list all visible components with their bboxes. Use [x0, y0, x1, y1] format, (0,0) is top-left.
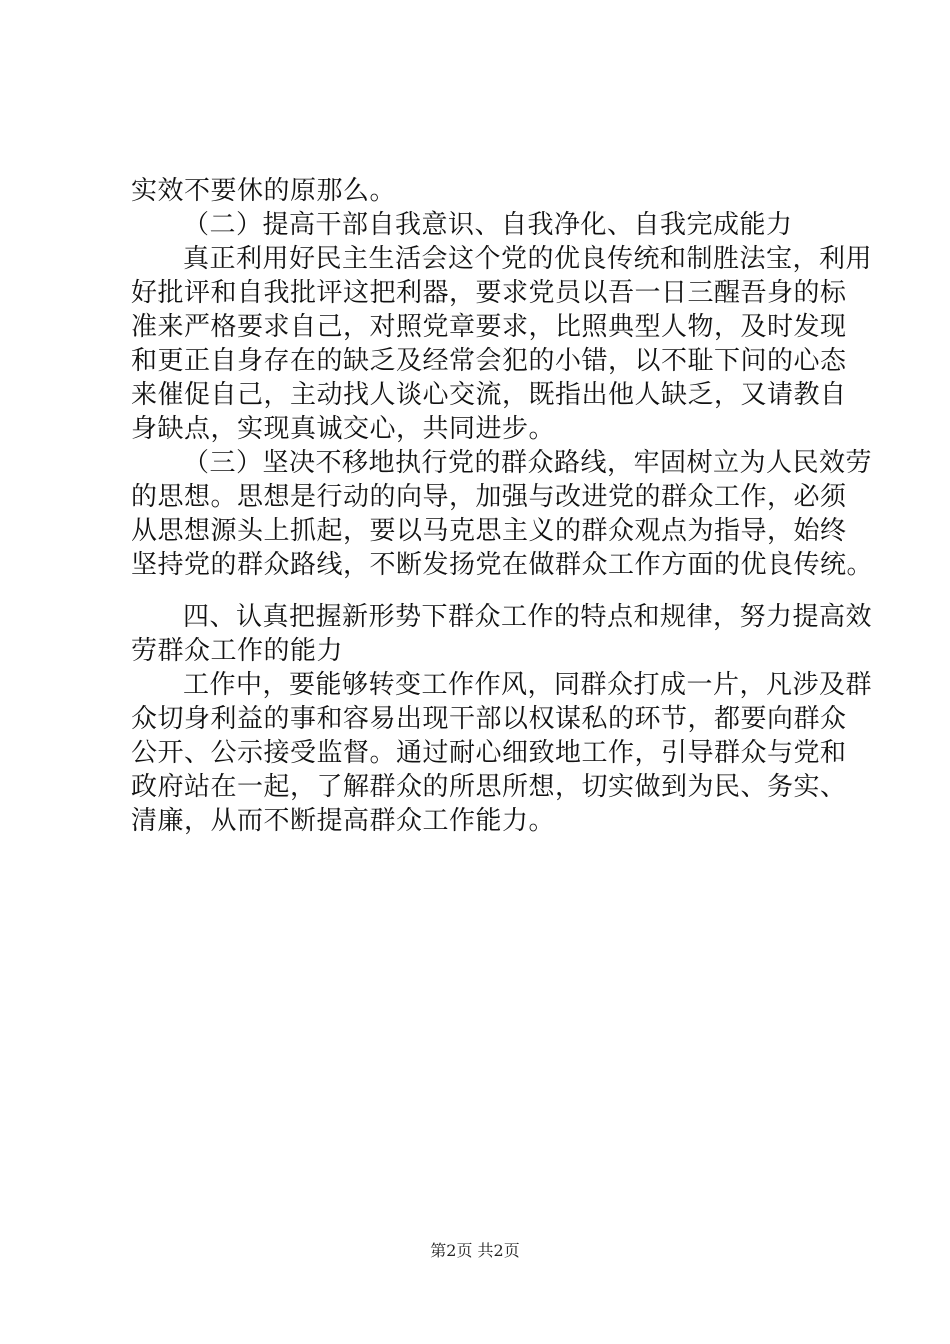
- page-footer: 第2页 共2页: [430, 1241, 520, 1260]
- text-line: 工作中，要能够转变工作作风，同群众打成一片，凡涉及群: [183, 670, 873, 700]
- text-line: 身缺点，实现真诚交心，共同进步。: [131, 414, 556, 444]
- section-heading: 四、认真把握新形势下群众工作的特点和规律，努力提高效: [183, 602, 873, 632]
- text-line: 真正利用好民主生活会这个党的优良传统和制胜法宝，利用: [183, 244, 873, 274]
- text-line: 的思想。思想是行动的向导，加强与改进党的群众工作，必须: [131, 482, 847, 512]
- section-heading: （二）提高干部自我意识、自我净化、自我完成能力: [183, 210, 793, 240]
- text-line: 清廉，从而不断提高群众工作能力。: [131, 806, 556, 836]
- text-line: 实效不要休的原那么。: [131, 176, 397, 206]
- text-line: 众切身利益的事和容易出现干部以权谋私的环节，都要向群众: [131, 704, 847, 734]
- text-line: 来催促自己，主动找人谈心交流，既指出他人缺乏，又请教自: [131, 380, 847, 410]
- text-line: 劳群众工作的能力: [131, 636, 344, 666]
- text-line: 好批评和自我批评这把利器，要求党员以吾一日三醒吾身的标: [131, 278, 847, 308]
- section-heading: （三）坚决不移地执行党的群众路线，牢固树立为人民效劳: [183, 448, 873, 478]
- text-line: 准来严格要求自己，对照党章要求，比照典型人物，及时发现: [131, 312, 847, 342]
- text-line: 政府站在一起，了解群众的所思所想，切实做到为民、务实、: [131, 772, 847, 802]
- text-line: 和更正自身存在的缺乏及经常会犯的小错，以不耻下问的心态: [131, 346, 847, 376]
- text-line: 坚持党的群众路线，不断发扬党在做群众工作方面的优良传统。: [131, 550, 874, 580]
- text-line: 从思想源头上抓起，要以马克思主义的群众观点为指导，始终: [131, 516, 847, 546]
- text-line: 公开、公示接受监督。通过耐心细致地工作，引导群众与党和: [131, 738, 847, 768]
